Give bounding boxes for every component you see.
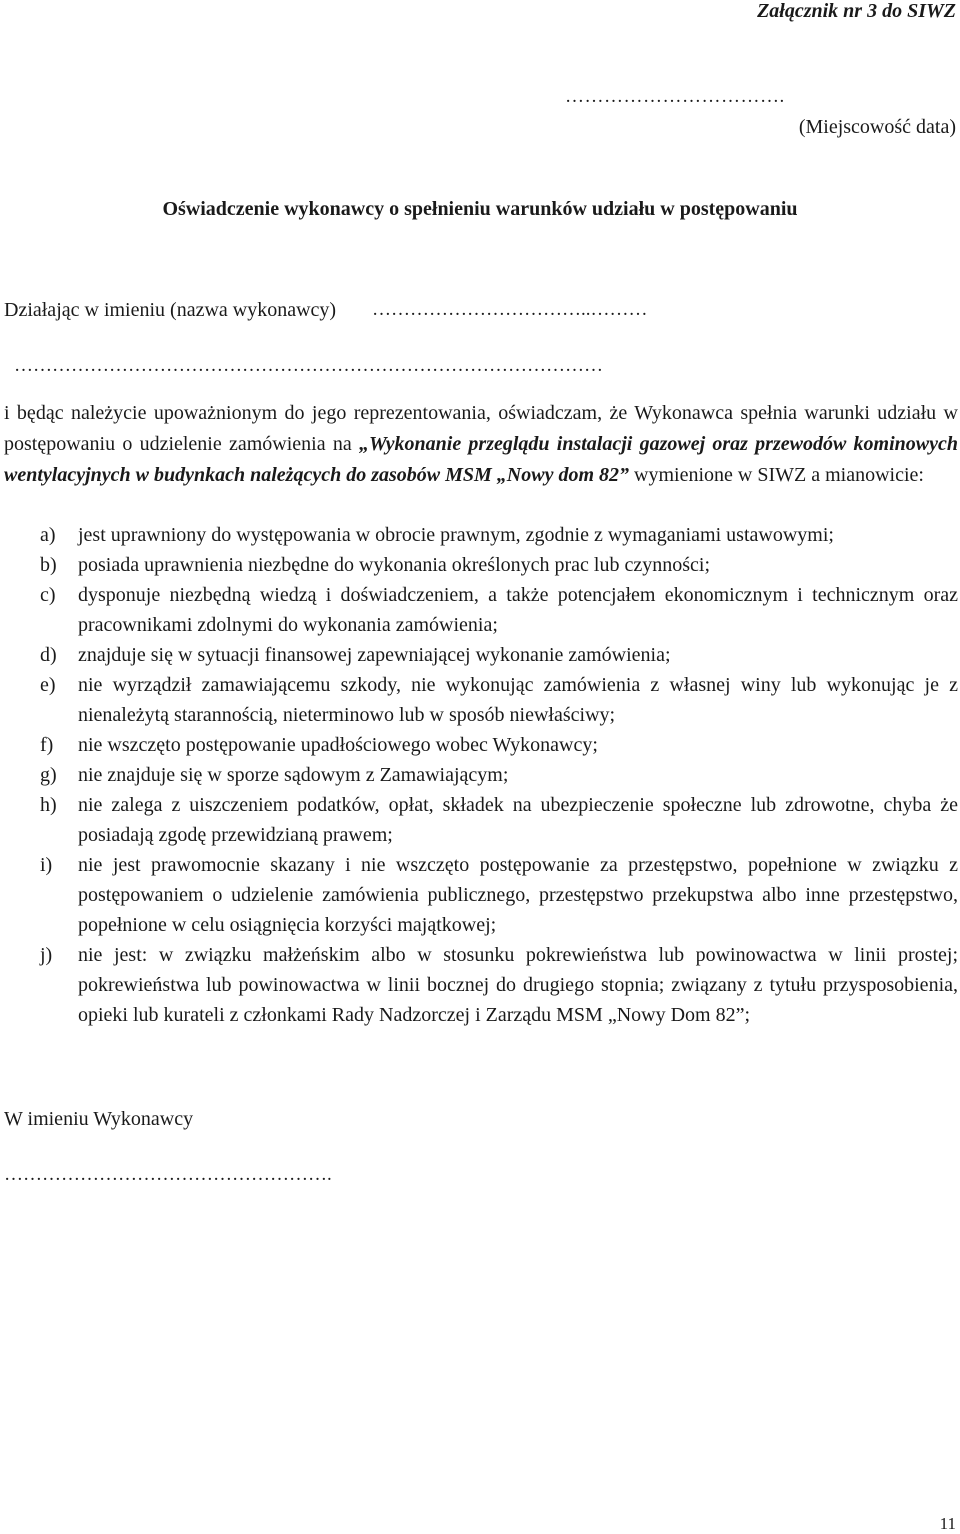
item-letter: i): [40, 854, 53, 876]
acting-on-behalf-label: Działając w imieniu (nazwa wykonawcy): [4, 299, 337, 321]
item-text: nie jest prawomocnie skazany i nie wszczęto postępowanie za przestępstwo, popełnione w związku z postępowaniem o udzielenie zamówienia publicznego, przestępstwo przekupstwa albo inne przestępstwo, popełnione w celu osiągnięcia korzyści majątkowej;: [78, 854, 958, 936]
list-item: [4, 760, 958, 790]
intro-text-after: wymienione w SIWZ a mianowicie:: [629, 464, 924, 486]
item-letter: j): [40, 944, 53, 966]
item-text: nie jest: w związku małżeńskim albo w stosunku pokrewieństwa lub powinowactwa w linii prostej; pokrewieństwa lub powinowactwa w linii bocznej do drugiego stopnia; związany z tytułu przysposobienia, opieki lub kurateli z członkami Rady Nadzorczej i Zarządu MSM „Nowy Dom 82”;: [78, 944, 958, 1026]
signature-dots: …………………………………………….: [4, 1164, 332, 1185]
contract-name: „Wykonanie przeglądu instalacji gazowej oraz przewodów kominowych wentylacyjnych w budynkach należących do zasobów MSM „Nowy dom 82”: [4, 433, 958, 486]
page-number: 11: [939, 1514, 956, 1533]
item-text: znajduje się w sytuacji finansowej zapewniającej wykonanie zamówienia;: [78, 644, 671, 666]
intro-text-before: i będąc należycie upoważnionym do jego reprezentowania, oświadczam, że Wykonawca spełnia warunki udziału w postępowaniu o udzielenie zamówienia na: [4, 402, 958, 455]
list-item: [4, 790, 958, 850]
place-date-dots: …………………………….: [565, 86, 785, 107]
list-item: [4, 940, 958, 1030]
item-letter: b): [40, 554, 57, 576]
item-text: dysponuje niezbędną wiedzą i doświadczeniem, a także potencjałem ekonomicznym i technicznym oraz pracownikami zdolnymi do wykonania zamówienia;: [78, 584, 958, 636]
item-text: nie znajduje się w sporze sądowym z Zamawiającym;: [78, 764, 509, 786]
annex-label: Załącznik nr 3 do SIWZ: [757, 0, 956, 22]
list-item: [4, 670, 958, 730]
item-letter: e): [40, 674, 56, 696]
item-text: posiada uprawnienia niezbędne do wykonania określonych prac lub czynności;: [78, 554, 711, 576]
item-text: nie wszczęto postępowanie upadłościowego wobec Wykonawcy;: [78, 734, 598, 756]
list-item: [4, 640, 958, 670]
contractor-name-dots-line2: …………………………………………………………………………………: [14, 355, 603, 376]
item-letter: a): [40, 524, 56, 546]
list-item: [4, 550, 958, 580]
item-text: jest uprawniony do występowania w obrocie prawnym, zgodnie z wymaganiami ustawowymi;: [78, 524, 834, 546]
contractor-name-dots: ……………………………..………: [372, 299, 648, 320]
list-item: [4, 850, 958, 940]
item-text: nie zalega z uiszczeniem podatków, opłat, składek na ubezpieczenie społeczne lub zdrowotne, chyba że posiadają zgodę przewidzianą prawem;: [78, 794, 958, 846]
conditions-list: [4, 520, 958, 1030]
item-letter: f): [40, 734, 54, 756]
item-letter: g): [40, 764, 57, 786]
list-item: [4, 580, 958, 640]
item-letter: h): [40, 794, 57, 816]
place-date-caption: (Miejscowość data): [798, 116, 956, 138]
list-item: [4, 730, 958, 760]
item-text: nie wyrządził zamawiającemu szkody, nie wykonując zamówienia z własnej winy lub wykonując je z nienależytą starannością, nieterminowo lub w sposób niewłaściwy;: [78, 674, 958, 726]
item-letter: c): [40, 584, 56, 606]
signature-label: W imieniu Wykonawcy: [4, 1108, 194, 1130]
item-letter: d): [40, 644, 57, 666]
list-item: [4, 520, 958, 550]
document-title: Oświadczenie wykonawcy o spełnieniu warunków udziału w postępowaniu: [162, 198, 798, 220]
declaration-intro: [4, 398, 958, 491]
